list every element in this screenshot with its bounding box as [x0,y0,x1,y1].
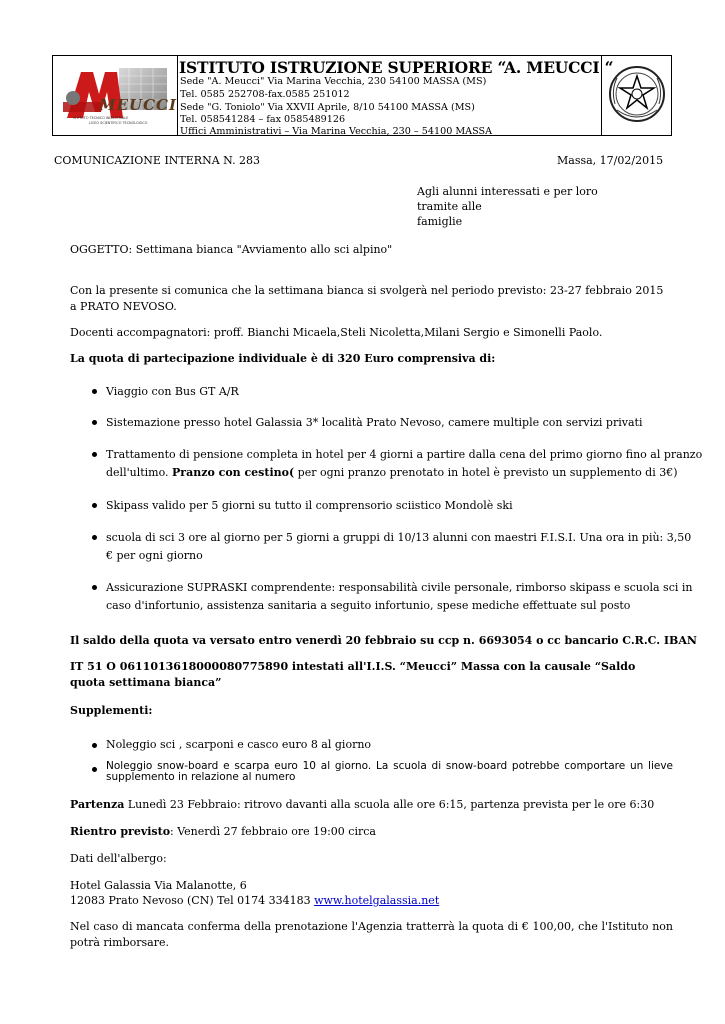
supplement-item: Noleggio snow-board e scarpa euro 10 al giorno. La scuola di snow-board potrebbe comportare un lieve supplemento in relazione al numero [106,760,673,783]
list-item-continuation: dell'ultimo. Pranzo con cestino( per ogni pranzo prenotato in hotel è previsto un supplemento di 3€) [106,466,678,479]
letterhead [52,55,672,136]
intro-paragraph: Con la presente si comunica che la settimana bianca si svolgerà nel periodo previsto: 23-27 febbraio 2015 a PRATO NEVOSO. [70,284,664,313]
hotel-website-link[interactable]: www.hotelgalassia.net [314,894,440,907]
address-line-2: Sede "G. Toniolo" Via XXVII Aprile, 8/10 54100 MASSA (MS) [180,102,475,113]
phone-line-2: Tel. 058541284 – fax 0585489126 [180,114,346,125]
phone-line-1: Tel. 0585 252708-fax.0585 251012 [180,89,350,100]
subject: OGGETTO: Settimana bianca "Avviamento allo sci alpino" [70,243,393,256]
school-logo [59,62,178,130]
list-item-continuation: € per ogni giorno [106,549,203,562]
recipient-line-3: famiglie [417,215,463,228]
logo-subtitle-2: LICEO SCIENTIFICO TECNOLOGICO [89,121,148,125]
school-title: ISTITUTO ISTRUZIONE SUPERIORE “A. MEUCCI “ [179,58,614,77]
list-item: Assicurazione SUPRASKI comprendente: responsabilità civile personale, rimborso skipass e scuola sci in [106,581,693,594]
quota-title: La quota di partecipazione individuale è di 320 Euro comprensiva di: [70,352,496,365]
list-item: Skipass valido per 5 giorni su tutto il comprensorio sciistico Mondolè ski [106,499,513,512]
hotel-address: Hotel Galassia Via Malanotte, 6 [70,879,247,892]
republic-emblem-icon [605,60,669,132]
list-item-continuation: caso d'infortunio, assistenza sanitaria a seguito infortunio, spese mediche effettuate sul posto [106,599,631,612]
list-item: scuola di sci 3 ore al giorno per 5 giorni a gruppi di 10/13 alunni con maestri F.I.S.I. Una ora in più: 3,50 [106,531,692,544]
list-item: Sistemazione presso hotel Galassia 3* località Prato Nevoso, camere multiple con servizi privati [106,416,643,429]
departure-info: Partenza Lunedì 23 Febbraio: ritrovo davanti alla scuola alle ore 6:15, partenza prevista per le ore 6:30 [70,798,655,811]
payment-line-2: IT 51 O 0611013618000080775890 intestati all'I.I.S. “Meucci” Massa con la causale “Saldo quota settimana bianca” [70,660,636,689]
supplements-title: Supplementi: [70,704,153,717]
list-item: Trattamento di pensione completa in hotel per 4 giorni a partire dalla cena del primo giorno fino al pranzo [106,448,703,461]
hotel-title: Dati dell'albergo: [70,852,167,865]
list-item: Viaggio con Bus GT A/R [106,385,239,398]
logo-subtitle-1: ISTITUTO TECNICO INDUSTRIALE [73,116,129,120]
closing-paragraph: Nel caso di mancata conferma della prenotazione l'Agenzia tratterrà la quota di € 100,00, che l'Istituto non potrà rimborsare. [70,920,673,949]
offices-line: Uffici Amministrativi – Via Marina Vecchia, 230 – 54100 MASSA [180,126,493,137]
teachers-paragraph: Docenti accompagnatori: proff. Bianchi Micaela,Steli Nicoletta,Milani Sergio e Simonelli Paolo. [70,326,603,339]
address-line-1: Sede "A. Meucci" Via Marina Vecchia, 230 54100 MASSA (MS) [180,76,487,87]
supplement-item: Noleggio sci , scarponi e casco euro 8 al giorno [106,738,372,751]
logo-wordmark: MEUCCI [99,96,178,114]
return-info: Rientro previsto: Venerdì 27 febbraio ore 19:00 circa [70,825,376,838]
payment-line-1: Il saldo della quota va versato entro venerdì 20 febbraio su ccp n. 6693054 o cc bancario C.R.C. IBAN [70,634,697,647]
recipient-line-2: tramite alle [417,200,482,213]
recipient-line-1: Agli alunni interessati e per loro [417,185,598,198]
hotel-contact: 12083 Prato Nevoso (CN) Tel 0174 334183 www.hotelgalassia.net [70,894,440,907]
communication-date: Massa, 17/02/2015 [557,154,664,167]
communication-number: COMUNICAZIONE INTERNA N. 283 [54,154,261,167]
